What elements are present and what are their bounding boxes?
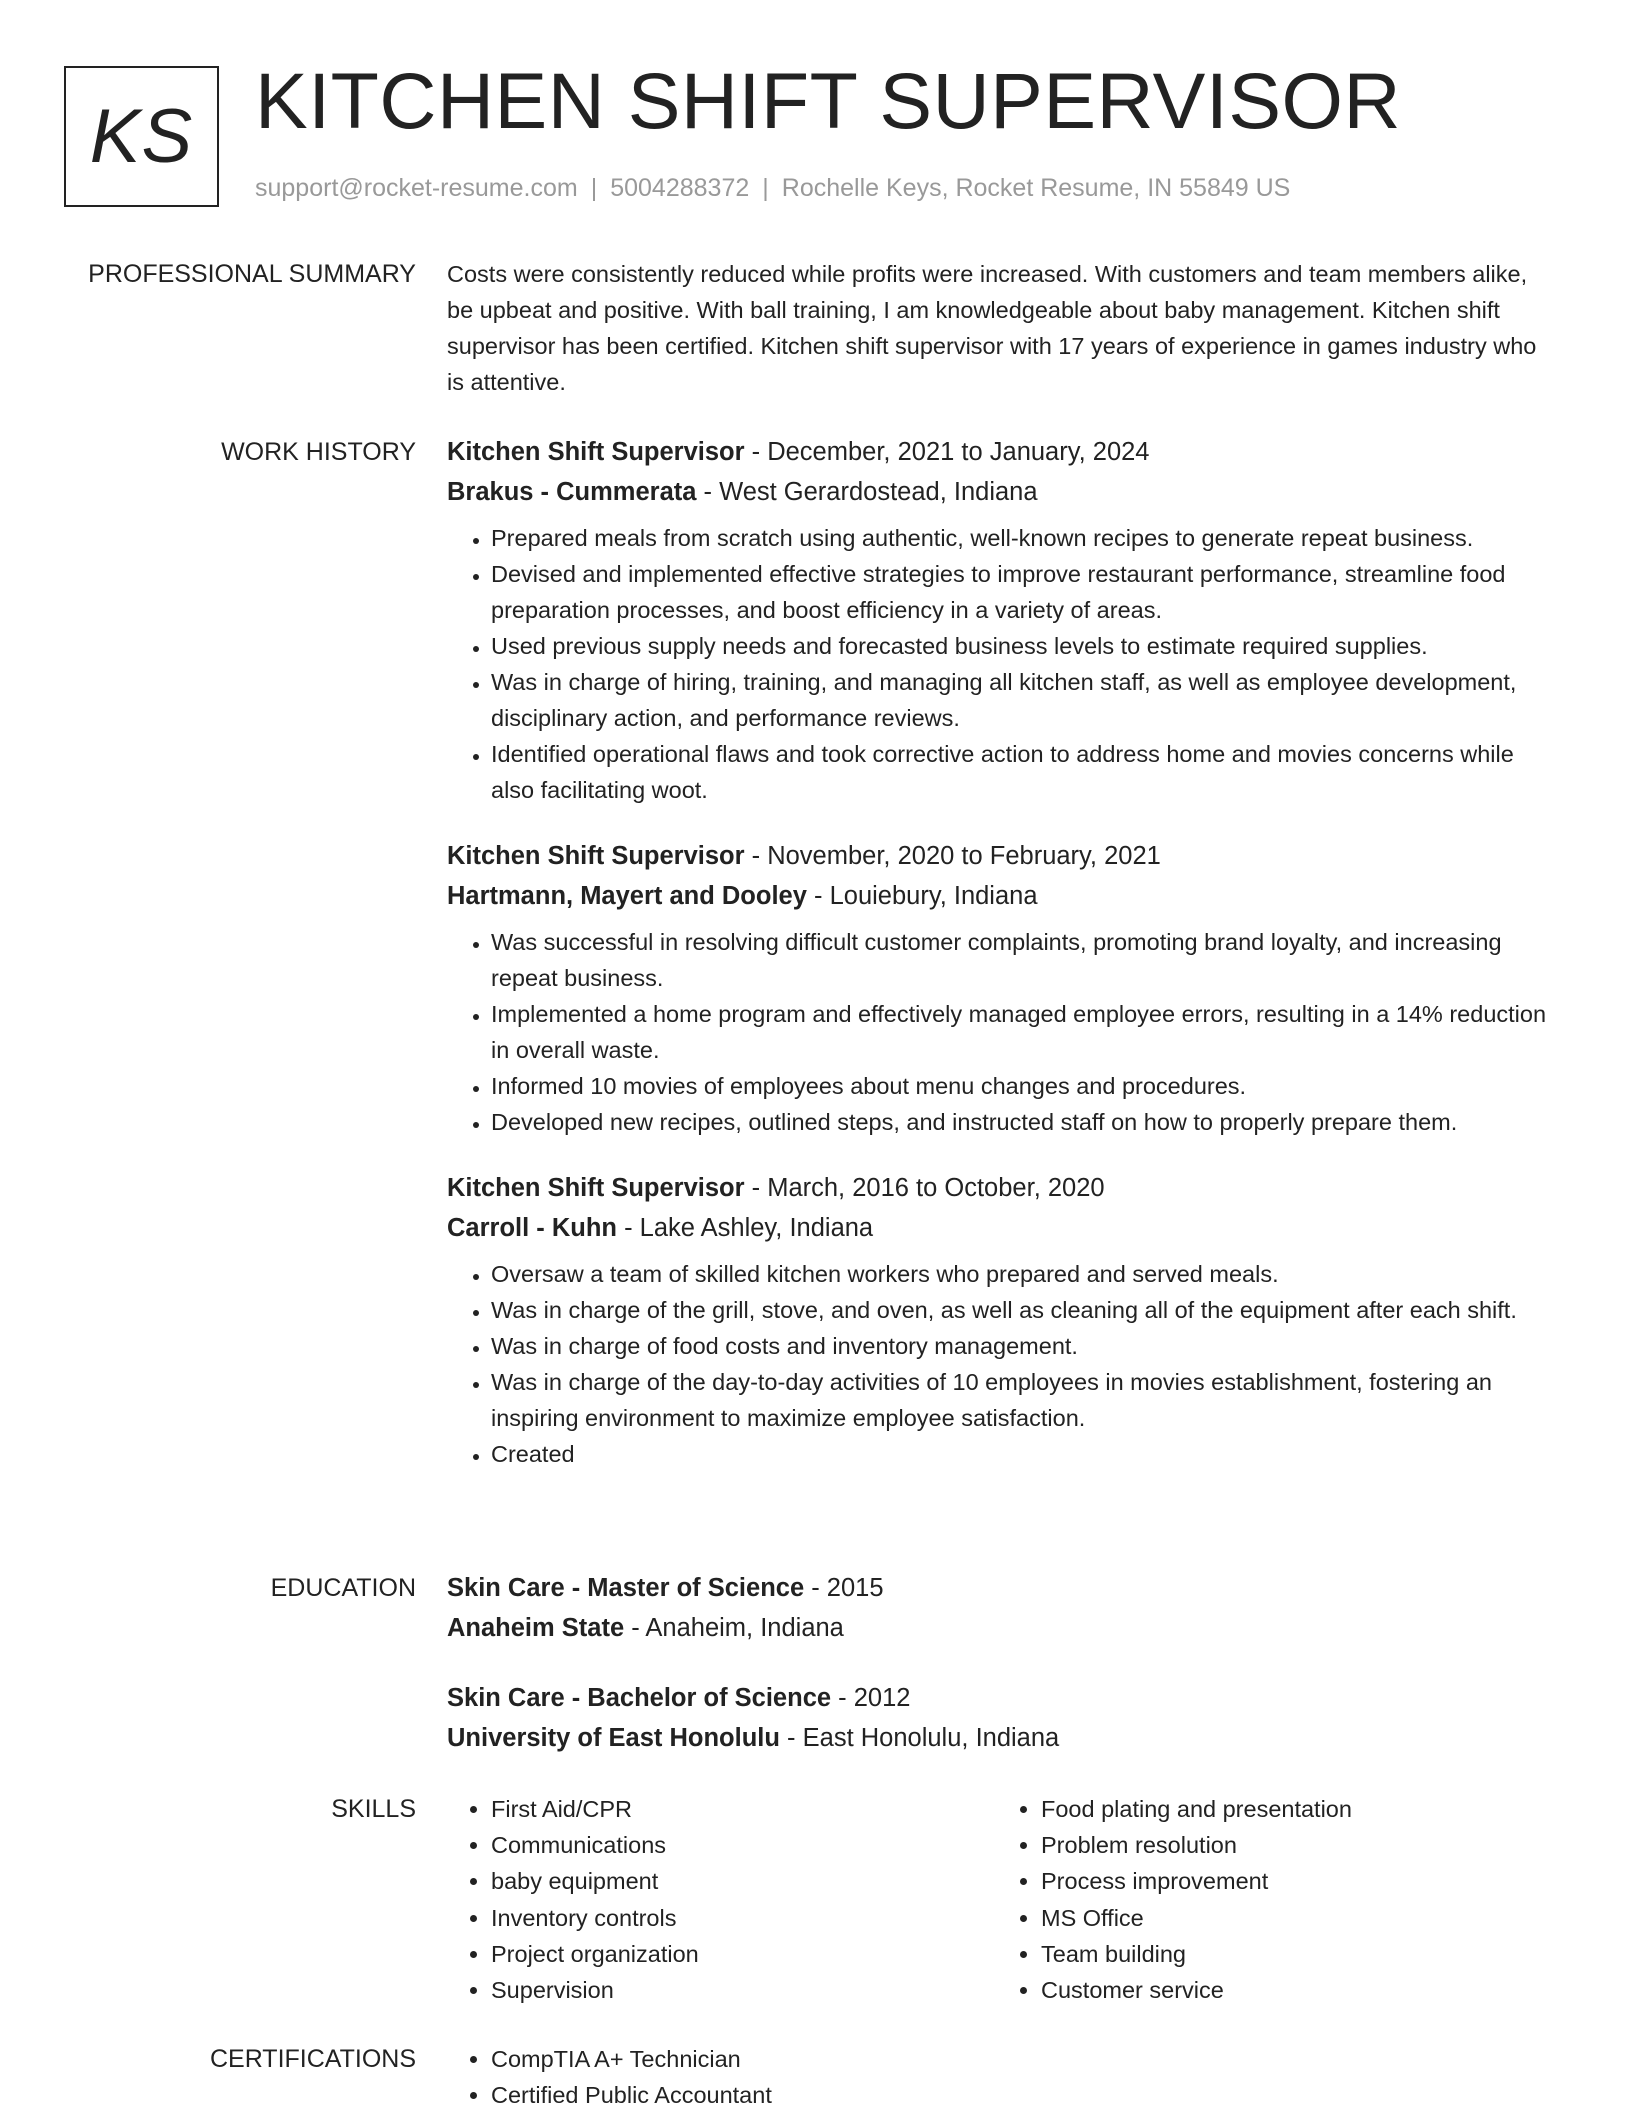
contact-address: Rochelle Keys, Rocket Resume, IN 55849 US: [781, 174, 1291, 202]
job-location: - Louiebury, Indiana: [806, 882, 1038, 910]
skill-item: • Process improvement: [1041, 1863, 1557, 1899]
education-location: - East Honolulu, Indiana: [779, 1724, 1060, 1752]
contact-separator: |: [762, 174, 769, 202]
job-bullet: • Devised and implemented effective strategies to improve restaurant performance, streamline food preparation processes, and boost efficiency in a variety of areas.: [491, 556, 1557, 628]
skill-item: • Project organization: [491, 1936, 987, 1972]
job-dates: - March, 2016 to October, 2020: [744, 1174, 1105, 1202]
education-degree-line: [447, 1568, 1557, 1608]
skill-item: • MS Office: [1041, 1900, 1557, 1936]
job-bullet: • Was in charge of the grill, stove, and oven, as well as cleaning all of the equipment after each shift.: [491, 1292, 1557, 1328]
section-label-summary: PROFESSIONAL SUMMARY: [88, 260, 416, 288]
job-title-line: [447, 432, 1557, 472]
job-bullet: • Oversaw a team of skilled kitchen workers who prepared and served meals.: [491, 1256, 1557, 1292]
job-title-line: [447, 1168, 1557, 1208]
job-title: Kitchen Shift Supervisor: [447, 842, 745, 870]
job-company: Brakus - Cummerata: [447, 478, 697, 506]
monogram-box: [64, 66, 219, 207]
job-entry: [447, 1168, 1557, 1472]
skill-item: • First Aid/CPR: [491, 1791, 987, 1827]
education-school-line: [447, 1718, 1557, 1758]
job-company-line: [447, 472, 1557, 512]
job-bullets: [447, 520, 1557, 808]
job-company-line: [447, 1208, 1557, 1248]
education-school: Anaheim State: [447, 1614, 625, 1642]
summary-text: Costs were consistently reduced while profits were increased. With customers and team members alike, be upbeat and positive. With ball training, I am knowledgeable about baby management. Kitchen shift supervisor has been certified. Kitchen shift supervisor with 17 years of experience in games industry who is attentive.: [447, 261, 1537, 395]
education-degree-line: [447, 1678, 1557, 1718]
job-bullet: • Identified operational flaws and took corrective action to address home and movies concerns while also facilitating woot.: [491, 736, 1557, 808]
education-degree: Skin Care - Master of Science: [447, 1574, 805, 1602]
monogram-initials: KS: [89, 94, 194, 179]
job-company: Carroll - Kuhn: [447, 1214, 617, 1242]
section-label-education: EDUCATION: [270, 1574, 416, 1602]
job-bullet: • Implemented a home program and effectively managed employee errors, resulting in a 14% reduction in overall waste.: [491, 996, 1557, 1068]
job-company: Hartmann, Mayert and Dooley: [447, 882, 807, 910]
job-bullet: • Used previous supply needs and forecasted business levels to estimate required supplies.: [491, 628, 1557, 664]
job-bullet: • Was in charge of food costs and inventory management.: [491, 1328, 1557, 1364]
job-bullet: • Was successful in resolving difficult customer complaints, promoting brand loyalty, and increasing repeat business.: [491, 924, 1557, 996]
job-dates: - December, 2021 to January, 2024: [744, 438, 1150, 466]
section-label-skills: SKILLS: [331, 1795, 416, 1823]
skill-item: • Inventory controls: [491, 1900, 987, 1936]
contact-email: support@rocket-resume.com: [255, 174, 578, 202]
contact-phone: 5004288372: [610, 174, 750, 202]
education-location: - Anaheim, Indiana: [624, 1614, 844, 1642]
skill-item: • Team building: [1041, 1936, 1557, 1972]
certifications-list: [447, 2041, 1557, 2113]
skill-item: • Problem resolution: [1041, 1827, 1557, 1863]
skill-item: • Food plating and presentation: [1041, 1791, 1557, 1827]
education-entry: [447, 1568, 1557, 1648]
job-title-line: [447, 836, 1557, 876]
section-label-certifications: CERTIFICATIONS: [209, 2045, 416, 2073]
certification-item: • Certified Public Accountant: [491, 2077, 1557, 2113]
job-entry: [447, 432, 1557, 808]
job-title: Kitchen Shift Supervisor: [447, 1174, 745, 1202]
job-bullet: • Was in charge of the day-to-day activities of 10 employees in movies establishment, fostering an inspiring environment to maximize employee satisfaction.: [491, 1364, 1557, 1436]
skill-item: • Customer service: [1041, 1972, 1557, 2008]
job-entry: [447, 836, 1557, 1140]
job-bullet: • Developed new recipes, outlined steps, and instructed staff on how to properly prepare them.: [491, 1104, 1557, 1140]
job-bullets: [447, 1256, 1557, 1472]
certification-item: • CompTIA A+ Technician: [491, 2041, 1557, 2077]
skill-item: • Supervision: [491, 1972, 987, 2008]
job-bullet: • Prepared meals from scratch using authentic, well-known recipes to generate repeat business.: [491, 520, 1557, 556]
job-bullet: • Informed 10 movies of employees about menu changes and procedures.: [491, 1068, 1557, 1104]
education-school: University of East Honolulu: [447, 1724, 780, 1752]
education-year: - 2015: [804, 1574, 884, 1602]
job-dates: - November, 2020 to February, 2021: [744, 842, 1161, 870]
skills-column-left: [447, 1791, 987, 2008]
skill-item: • Communications: [491, 1827, 987, 1863]
job-title: Kitchen Shift Supervisor: [447, 438, 745, 466]
skills-column-right: [997, 1791, 1557, 2008]
job-bullets: [447, 924, 1557, 1140]
job-location: - West Gerardostead, Indiana: [696, 478, 1038, 506]
education-degree: Skin Care - Bachelor of Science: [447, 1684, 832, 1712]
education-entry: [447, 1678, 1557, 1758]
section-label-work-history: WORK HISTORY: [221, 438, 416, 466]
job-bullet: • Was in charge of hiring, training, and managing all kitchen staff, as well as employee development, disciplinary action, and performance reviews.: [491, 664, 1557, 736]
resume-title: KITCHEN SHIFT SUPERVISOR: [255, 56, 1402, 145]
contact-separator: |: [590, 174, 598, 202]
education-school-line: [447, 1608, 1557, 1648]
job-bullet: • Created: [491, 1436, 1557, 1472]
skill-item: • baby equipment: [491, 1863, 987, 1899]
job-company-line: [447, 876, 1557, 916]
job-location: - Lake Ashley, Indiana: [617, 1214, 874, 1242]
education-year: - 2012: [831, 1684, 911, 1712]
contact-line: [255, 174, 1290, 203]
